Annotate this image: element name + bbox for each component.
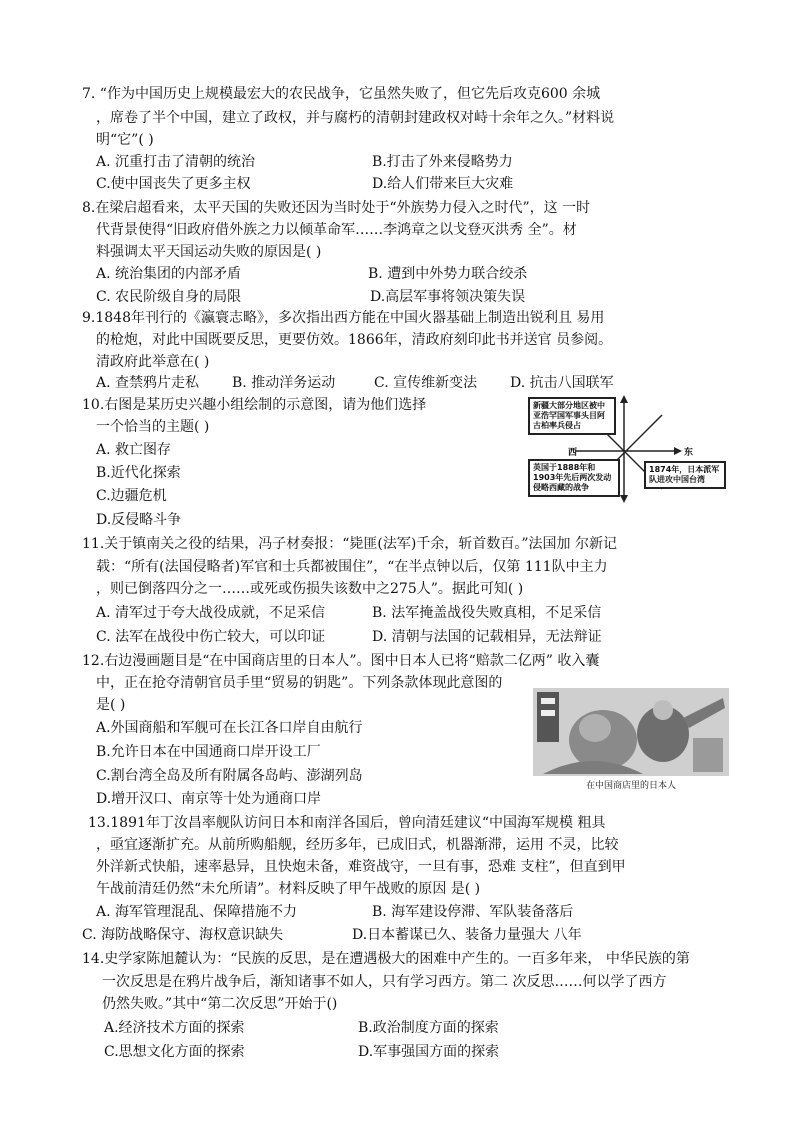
q14-option-c: C.思想文化方面的探索 — [104, 1044, 245, 1060]
q10-diagram-label-west: 西 — [568, 448, 578, 458]
q9-line-1: 9.1848年刊行的《瀛寰志略》，多次指出西方能在中国火器基础上制造出锐利且 易用 — [82, 310, 605, 326]
q10-option-d: D.反侵略斗争 — [96, 512, 182, 528]
q11-option-d: D. 清朝与法国的记载相异，无法辩证 — [372, 629, 602, 645]
q10-diagram — [528, 393, 728, 505]
q8-line-1: 8.在梁启超看来，太平天国的失败还因为当时处于“外族势力侵入之时代”，这 一时 — [82, 200, 591, 216]
q10-diagram-box-southeast: 1874年，日本派军队进攻中国台湾 — [644, 461, 726, 489]
q14-option-a: A.经济技术方面的探索 — [104, 1020, 245, 1036]
q8-option-d: D.高层军事将领决策失误 — [370, 289, 526, 305]
q12-line-3: 是( ) — [96, 697, 126, 713]
q7-option-c: C.使中国丧失了更多主权 — [96, 176, 251, 192]
q13-option-b: B. 海军建设停滞、军队装备落后 — [372, 904, 574, 920]
q9-option-c: C. 宣传维新变法 — [374, 375, 478, 391]
q8-line-3: 料强调太平天国运动失败的原因是( ) — [96, 244, 322, 260]
q8-option-a: A. 统治集团的内部矛盾 — [96, 266, 242, 282]
q9-option-b: B. 推动洋务运动 — [232, 375, 336, 391]
q14-option-d: D.军事强国方面的探索 — [358, 1044, 500, 1060]
q12-option-a: A.外国商船和军舰可在长江各口岸自由航行 — [96, 720, 363, 736]
q13-option-d: D.日本蓄谋已久、装备力量强大 八年 — [352, 927, 582, 943]
q13-option-a: A. 海军管理混乱、保障措施不力 — [96, 904, 298, 920]
q13-line-2: ，亟宜逐渐扩充。从前所购船舰，经历多年，已成旧式，机器渐滞，运用 不灵，比较 — [96, 837, 619, 853]
q10-option-c: C.边疆危机 — [96, 488, 167, 504]
q8-line-2: 代背景使得“旧政府借外族之力以倾革命军……李鸿章之以戈登灭洪秀 全”。材 — [96, 222, 577, 238]
q14-option-b: B.政治制度方面的探索 — [358, 1020, 499, 1036]
q11-option-b: B. 法军掩盖战役失败真相，不足采信 — [372, 605, 602, 621]
q9-option-d: D. 抗击八国联军 — [510, 375, 614, 391]
q14-line-3: 仍然失败。”其中“第二次反思”开始于() — [102, 996, 338, 1012]
q9-line-3: 清政府此举意在( ) — [96, 354, 210, 370]
q8-option-b: B. 遭到中外势力联合绞杀 — [368, 266, 528, 282]
q10-diagram-label-east: 东 — [684, 448, 694, 458]
q12-option-b: B.允许日本在中国通商口岸开设工厂 — [96, 744, 321, 760]
q10-line-2: 一个恰当的主题( ) — [96, 419, 210, 435]
cartoon-illustration-icon — [533, 688, 729, 776]
q11-line-3: ，则已倒落四分之一……或死或伤损失该数中之275人”。据此可知( ) — [96, 581, 524, 597]
q12-cartoon-caption: 在中国商店里的日本人 — [585, 781, 676, 791]
q11-line-2: 载：“所有(法国侵略者)军官和士兵都被围住”，“在半点钟以后，仅第 111队中主力 — [96, 559, 608, 575]
q11-option-c: C. 法军在战役中伤亡较大，可以印证 — [96, 629, 326, 645]
q13-line-4: 午战前清廷仍然“未允所请”。材料反映了甲午战败的原因 是( ) — [96, 881, 481, 897]
q10-option-b: B.近代化探索 — [96, 465, 181, 481]
q7-option-a: A. 沉重打击了清朝的统治 — [96, 154, 256, 170]
q12-line-1: 12.右边漫画题目是“在中国商店里的日本人”。图中日本人已将“赔款二亿两” 收入囊 — [82, 653, 600, 669]
q9-line-2: 的枪炮，对此中国既要反思，更要仿效。1866年，清政府刻印此书并送官 员参阅。 — [96, 332, 613, 348]
q13-option-c: C. 海防战略保守、海权意识缺失 — [82, 927, 284, 943]
q8-option-c: C. 农民阶级自身的局限 — [96, 289, 242, 305]
q10-option-a: A. 救亡图存 — [96, 442, 172, 458]
q13-line-1: 13.1891年丁汝昌率舰队访问日本和南洋各国后，曾向清廷建议“中国海军规模 粗具 — [88, 815, 606, 831]
q10-diagram-box-southwest: 英国于1888年和1903年先后两次发动侵略西藏的战争 — [528, 459, 620, 497]
q11-option-a: A. 清军过于夸大战役成就，不足采信 — [96, 605, 326, 621]
q10-line-1: 10.右图是某历史兴趣小组绘制的示意图，请为他们选择 — [82, 397, 427, 413]
q7-line-1: 7. “作为中国历史上规模最宏大的农民战争，它虽然失败了，但它先后攻克600 余城 — [82, 86, 601, 102]
q12-option-d: D.增开汉口、南京等十处为通商口岸 — [96, 791, 322, 807]
q12-cartoon-image — [533, 688, 729, 776]
q12-line-2: 中，正在抢夺清朝官员手里“贸易的钥匙”。下列条款体现此意图的 — [96, 675, 503, 691]
q9-option-a: A. 查禁鸦片走私 — [96, 375, 200, 391]
q11-line-1: 11.关于镇南关之役的结果，冯子材奏报：“毙匪(法军)千余，斩首数百。”法国加 尔新记 — [82, 536, 617, 552]
q7-option-d: D.给人们带来巨大灾难 — [372, 176, 514, 192]
q12-option-c: C.割台湾全岛及所有附属各岛屿、澎湖列岛 — [96, 768, 363, 784]
q7-line-2: ，席卷了半个中国，建立了政权，并与腐朽的清朝封建政权对峙十余年之久。”材料说 — [96, 110, 615, 126]
q13-line-3: 外洋新式快船，速率悬异，且快炮未备，难资战守，一旦有事，恐难 支柱”，但直到甲 — [96, 859, 626, 875]
q7-line-3: 明“它”( ) — [96, 132, 154, 148]
q14-line-1: 14.史学家陈旭麓认为：“民族的反思，是在遭遇极大的困难中产生的。一百多年来， 中华民族的第 — [82, 951, 690, 967]
q14-line-2: 一次反思是在鸦片战争后，渐知诸事不如人，只有学习西方。第二 次反思……何以学了西方 — [102, 974, 667, 990]
q10-diagram-box-northwest: 新疆大部分地区被中亚浩罕国军事头目阿古柏率兵侵占 — [528, 397, 616, 435]
q7-option-b: B.打击了外来侵略势力 — [372, 154, 513, 170]
